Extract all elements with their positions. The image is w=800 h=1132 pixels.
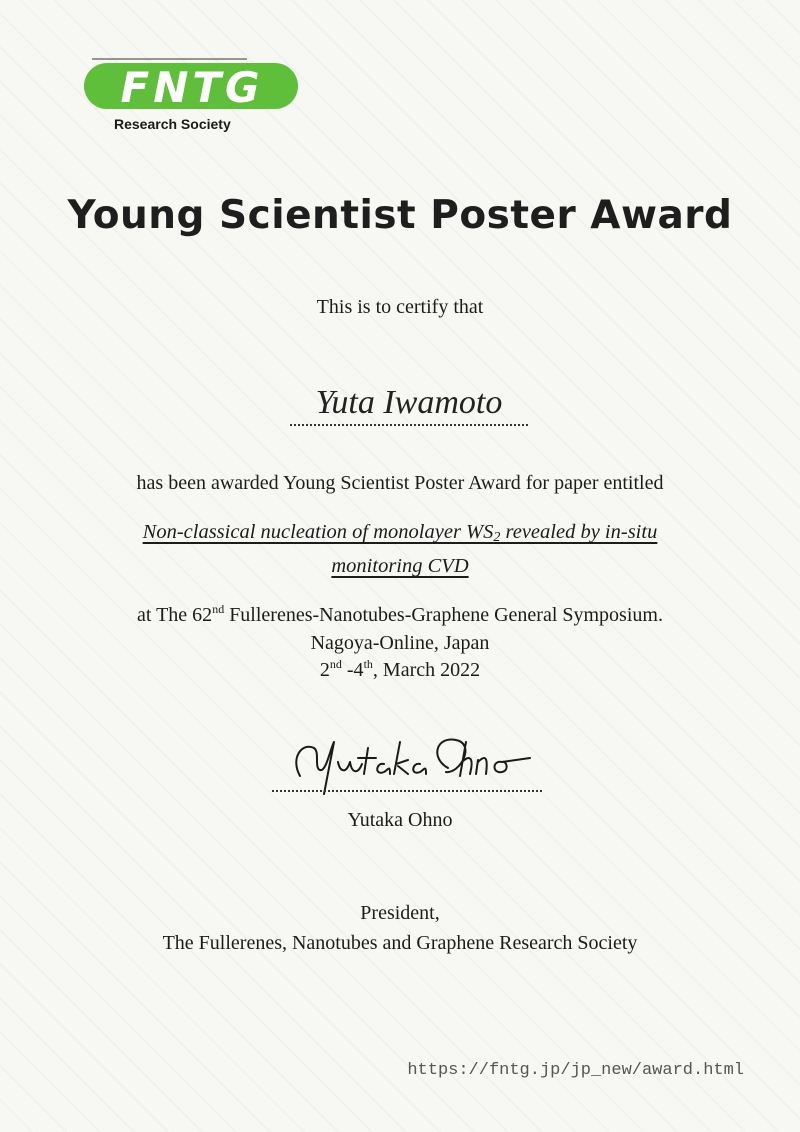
symposium-location: Nagoya-Online, Japan [310,632,490,654]
award-url: https://fntg.jp/jp_new/award.html [407,1061,744,1080]
logo-subtitle: Research Society [114,116,231,132]
paper-title-line1: Non-classical nucleation of monolayer $WS_2$ revealed by in-situ [142,521,658,545]
paper-title-line2: monitoring CVD [331,555,469,577]
signatory-name: Yutaka Ohno [347,809,453,831]
signatory-organization: The Fullerenes, Nanotubes and Graphene Research Society [162,932,638,954]
signatory-title: President, [360,902,440,924]
certify-text: This is to certify that [316,296,484,318]
signature-line [272,790,542,792]
handwritten-signature [280,728,540,798]
symposium-line: at The 62nd Fullerenes-Nanotubes-Graphene General Symposium. [137,602,663,626]
recipient-name: Yuta Iwamoto [290,384,528,426]
symposium-date: 2nd -4th, March 2022 [319,657,481,681]
fntg-logo [82,56,302,136]
award-text: has been awarded Young Scientist Poster Award for paper entitled [136,472,664,494]
paper-title [60,515,740,583]
svg-text:FNTG: FNTG [120,63,264,112]
certificate-title: Young Scientist Poster Award [67,193,733,238]
